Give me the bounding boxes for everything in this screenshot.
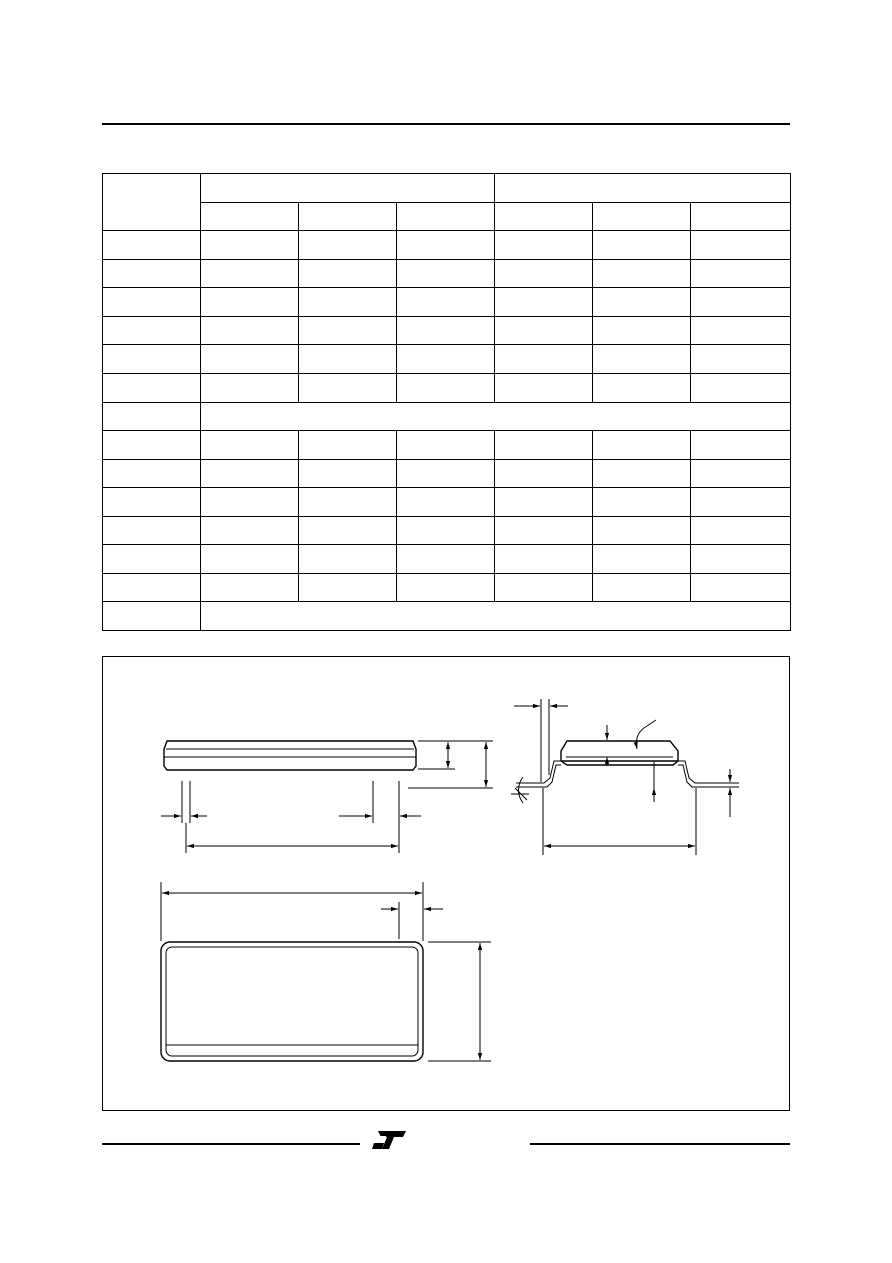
table-header-group-2 bbox=[495, 174, 791, 203]
table-row bbox=[103, 373, 791, 402]
table-row bbox=[103, 316, 791, 345]
side-view bbox=[161, 741, 493, 853]
table-row bbox=[103, 259, 791, 288]
table-row bbox=[103, 488, 791, 517]
table-row bbox=[103, 573, 791, 602]
table-row-spanned bbox=[103, 602, 791, 631]
footer-logo bbox=[372, 1128, 522, 1154]
package-drawing bbox=[102, 656, 790, 1111]
table-subheader-row bbox=[103, 202, 791, 231]
dimensions-table bbox=[102, 173, 791, 631]
table-row-spanned bbox=[103, 402, 791, 431]
end-view bbox=[511, 699, 739, 855]
top-view bbox=[161, 882, 491, 1061]
table-row bbox=[103, 431, 791, 460]
st-logo-icon bbox=[372, 1128, 408, 1152]
table-header-row bbox=[103, 174, 791, 203]
table-row bbox=[103, 545, 791, 574]
table-row bbox=[103, 345, 791, 374]
table-row bbox=[103, 288, 791, 317]
table-header-group-1 bbox=[201, 174, 495, 203]
footer-rule-right bbox=[530, 1143, 790, 1145]
table-header-dim bbox=[103, 174, 201, 231]
table-row bbox=[103, 516, 791, 545]
table-row bbox=[103, 231, 791, 260]
footer-rule-left bbox=[102, 1143, 360, 1145]
table-row bbox=[103, 459, 791, 488]
header-rule bbox=[102, 123, 790, 125]
package-drawing-svg bbox=[103, 657, 791, 1112]
